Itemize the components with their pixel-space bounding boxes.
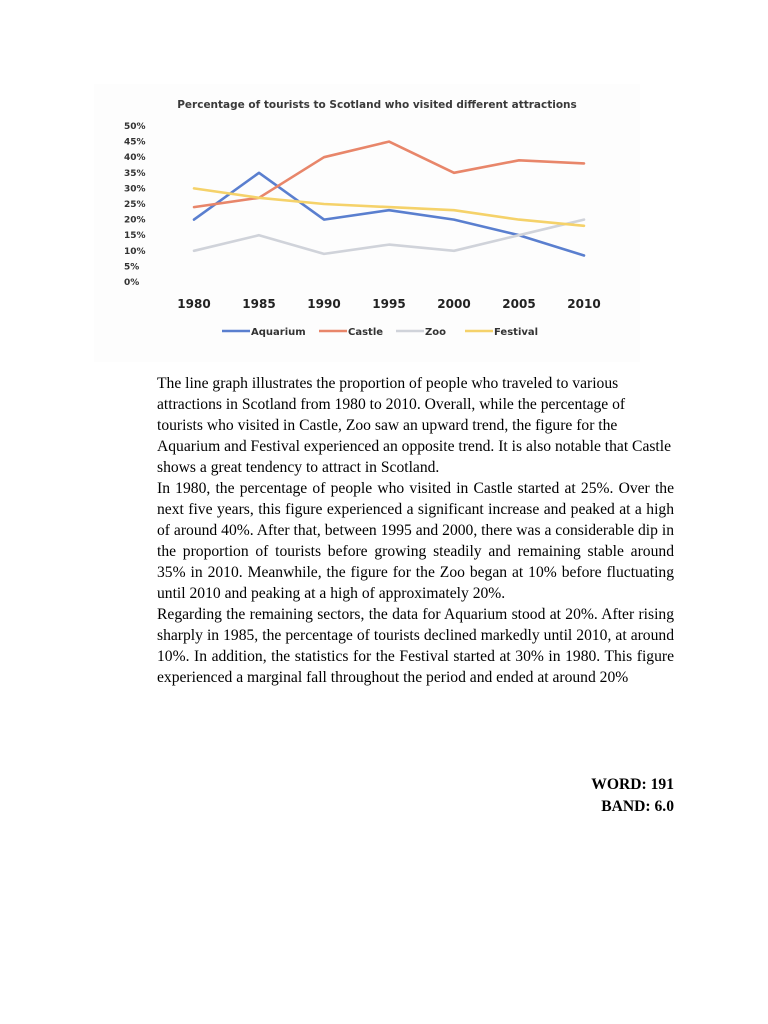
chart-image xyxy=(94,84,640,362)
score-block xyxy=(591,774,674,818)
x-tick-label: 2010 xyxy=(567,297,601,311)
y-tick-label: 0% xyxy=(124,278,140,288)
y-tick-label: 15% xyxy=(124,231,146,242)
essay-paragraph-castle-zoo: In 1980, the percentage of people who visited in Castle started at 25%. Over the next five years, this figure experienced a significant increase and peaked at a high of around 40%. After that, between 1995 and 2000, there was a considerable dip in the proportion of tourists before growing steadily and remaining stable around 35% in 2010. Meanwhile, the figure for the Zoo began at 10% before fluctuating until 2010 and peaking at a high of approximately 20%. xyxy=(157,480,674,602)
x-tick-label: 1980 xyxy=(177,297,211,311)
y-tick-label: 40% xyxy=(124,153,146,164)
band-score: BAND: 6.0 xyxy=(601,798,674,815)
y-tick-label: 50% xyxy=(124,122,146,132)
y-tick-label: 35% xyxy=(124,168,146,179)
word-count: WORD: 191 xyxy=(591,776,674,793)
series-line-festival xyxy=(194,188,584,225)
x-tick-label: 1995 xyxy=(372,297,406,311)
legend-label-zoo: Zoo xyxy=(425,327,446,338)
series-line-aquarium xyxy=(194,173,584,256)
line-chart xyxy=(94,84,640,362)
y-tick-label: 45% xyxy=(124,137,146,148)
y-tick-label: 10% xyxy=(124,246,146,257)
x-tick-label: 2000 xyxy=(437,297,471,311)
x-tick-label: 1990 xyxy=(307,297,341,311)
essay-body xyxy=(157,373,674,688)
legend-label-festival: Festival xyxy=(494,327,539,338)
y-tick-label: 30% xyxy=(124,184,146,195)
x-tick-label: 2005 xyxy=(502,297,536,311)
essay-paragraph-aquarium-festival: Regarding the remaining sectors, the data for Aquarium stood at 20%. After rising sharply in 1985, the percentage of tourists declined markedly until 2010, at around 10%. In addition, the statistics for the Festival started at 30% in 1980. This figure experienced a marginal fall throughout the period and ended at around 20% xyxy=(157,606,674,686)
y-tick-label: 20% xyxy=(124,215,146,226)
legend-label-castle: Castle xyxy=(348,327,384,338)
x-tick-label: 1985 xyxy=(242,297,276,311)
essay-paragraph-overview: The line graph illustrates the proportion of people who traveled to various attractions in Scotland from 1980 to 2010. Overall, while the percentage of tourists who visited in Castle, Zoo saw an upward trend, the figure for the Aquarium and Festival experienced an opposite trend. It is also notable that Castle shows a great tendency to attract in Scotland. xyxy=(157,375,672,476)
legend-label-aquarium: Aquarium xyxy=(251,327,306,338)
y-tick-label: 5% xyxy=(124,262,140,273)
chart-title: Percentage of tourists to Scotland who visited different attractions xyxy=(177,99,577,111)
y-tick-label: 25% xyxy=(124,200,146,210)
